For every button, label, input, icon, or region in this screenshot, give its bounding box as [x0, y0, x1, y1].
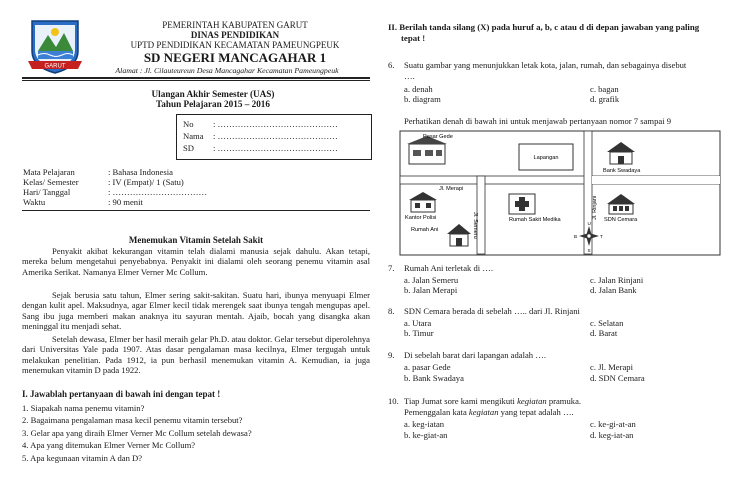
q9-option-b[interactable]: b. Bank Swadaya — [404, 373, 464, 383]
info-value[interactable]: : …………………………… — [108, 187, 208, 197]
exam-title: Ulangan Akhir Semester (UAS) — [151, 89, 275, 99]
map-label-semeru: Jl. Semeru — [472, 212, 478, 239]
q9-number: 9. — [388, 350, 395, 360]
essay-question-1: 1. Siapakah nama penemu vitamin? — [22, 403, 145, 413]
q10-option-a[interactable]: a. keg-iatan — [404, 419, 445, 429]
q6-option-c[interactable]: c. bagan — [590, 84, 619, 94]
id-field-no[interactable]: : …………………………………… — [213, 119, 338, 129]
q7-text: Rumah Ani terletak di …. — [404, 263, 494, 273]
info-value: : 90 menit — [108, 197, 143, 207]
essay-question-5: 5. Apa kegunaan vitamin A dan D? — [22, 453, 143, 463]
reading-paragraph-3: Setelah dewasa, Elmer ber hasil meraih gelar Ph.D. atau doktor. Gelar tersebut diperolehnya dari Universitas Yale pada 1907. Atas dasar pengalaman masa kecilnya, Elmer tergugah untuk melakukan penelitian. Pada 1912, ia pun berhasil menemukan vitamin A. Kemudian, ia juga menemukan vitamin D pada 1922. — [22, 334, 370, 376]
essay-question-3: 3. Gelar apa yang diraih Elmer Verner Mc Collum setelah dewasa? — [22, 428, 252, 438]
q7-number: 7. — [388, 263, 395, 273]
essay-question-4: 4. Apa yang ditemukan Elmer Verner Mc Collum? — [22, 440, 196, 450]
q6-text: Suatu gambar yang menunjukkan letak kota, jalan, rumah, dan sebagainya disebut — [404, 60, 687, 70]
map-label-rumah-ani: Rumah Ani — [411, 227, 439, 233]
q8-option-a[interactable]: a. Utara — [404, 318, 432, 328]
svg-text:T: T — [600, 234, 603, 239]
header-divider — [22, 77, 370, 81]
q9-text: Di sebelah barat dari lapangan adalah …. — [404, 350, 546, 360]
map-label-rs: Rumah Sakit Medika — [509, 217, 561, 223]
id-field-sd[interactable]: : …………………………………… — [213, 143, 338, 153]
q8-number: 8. — [388, 306, 395, 316]
q8-option-b[interactable]: b. Timur — [404, 328, 434, 338]
id-field-name[interactable]: : …………………………………… — [213, 131, 338, 141]
q10-number: 10. — [388, 396, 399, 406]
map-label-lapangan: Lapangan — [533, 155, 559, 161]
q7-option-c[interactable]: c. Jalan Rinjani — [590, 275, 644, 285]
q8-option-d[interactable]: d. Barat — [590, 328, 618, 338]
section2-title: II. Berilah tanda silang (X) pada huruf a, b, c atau d di depan jawaban yang paling — [388, 22, 700, 32]
reading-title: Menemukan Vitamin Setelah Sakit — [128, 235, 264, 245]
q7-option-a[interactable]: a. Jalan Semeru — [404, 275, 459, 285]
map-label-bank: Bank Swadaya — [603, 168, 641, 174]
svg-text:B: B — [574, 234, 578, 239]
hospital-building — [509, 194, 535, 214]
q10-option-b[interactable]: b. ke-giat-an — [404, 430, 448, 440]
essay-question-2: 2. Bagaimana pengalaman masa kecil penemu vitamin tersebut? — [22, 415, 243, 425]
exam-year: Tahun Pelajaran 2015 – 2016 — [155, 99, 270, 109]
q9-option-a[interactable]: a. pasar Gede — [404, 362, 451, 372]
student-id-box — [176, 114, 372, 160]
svg-text:U: U — [587, 221, 591, 226]
regency-logo — [26, 17, 84, 77]
area-map — [399, 130, 721, 256]
q10-option-d[interactable]: d. keg-iat-an — [590, 430, 634, 440]
school-name: SD NEGERI MANCAGAHAR 1 — [143, 50, 327, 65]
q10-option-c[interactable]: c. ke-gi-at-an — [590, 419, 636, 429]
map-label-merapi: Jl. Merapi — [439, 186, 464, 192]
logo-banner-text: GARUT — [44, 63, 66, 70]
q6-dots: …. — [404, 71, 415, 81]
reading-paragraph-2: Sejak berusia satu tahun, Elmer sering sakit-sakitan. Suatu hari, ibunya menyuapi Elmer dengan kulit apel. Maksudnya, agar Elmer kecil tidak merengek saat ibunya tengah mengupas apel. Sang ibu juga memberi makan anaknya itu sayuran mentah. Ajaib, bocah yang disangka akan meninggal itu menjadi sehat. — [22, 290, 370, 332]
map-intro: Perhatikan denah di bawah ini untuk menjawab pertanyaan nomor 7 sampai 9 — [404, 116, 672, 126]
map-label-rinjani: Jl. Rinjani — [592, 195, 598, 220]
info-label: Waktu — [23, 197, 46, 207]
id-label-no: No — [183, 119, 194, 129]
info-divider — [22, 210, 370, 211]
header-line2: DINAS PENDIDIKAN — [190, 30, 280, 40]
q10-text-line2: Pemenggalan kata kegiatan yang tepat adalah …. — [404, 407, 574, 417]
q9-option-c[interactable]: c. Jl. Merapi — [590, 362, 633, 372]
map-label-pasar: Pasar Gede — [423, 134, 453, 140]
q7-option-d[interactable]: d. Jalan Bank — [590, 285, 637, 295]
q8-text: SDN Cemara berada di sebelah ….. dari Jl. Rinjani — [404, 306, 580, 316]
id-label-sd: SD — [183, 143, 194, 153]
reading-paragraph-1: Penyakit akibat kekurangan vitamin telah dialami manusia sejak dahulu. Akan tetapi, mereka belum mengetahui penyebabnya. Penyakit ini dialami oleh seorang penemu vitamin asal Amerika Serikat. Namanya Elmer Verner Mc Collum. — [22, 246, 370, 277]
section2-title-cont: tepat ! — [401, 33, 426, 43]
section1-title: I. Jawablah pertanyaan di bawah ini dengan tepat ! — [22, 389, 221, 399]
q6-option-b[interactable]: b. diagram — [404, 94, 441, 104]
q6-option-a[interactable]: a. denah — [404, 84, 433, 94]
q7-option-b[interactable]: b. Jalan Merapi — [404, 285, 458, 295]
q9-option-d[interactable]: d. SDN Cemara — [590, 373, 645, 383]
info-value: : Bahasa Indonesia — [108, 167, 173, 177]
q8-option-c[interactable]: c. Selatan — [590, 318, 624, 328]
map-label-sdn: SDN Cemara — [604, 217, 638, 223]
q6-option-d[interactable]: d. grafik — [590, 94, 620, 104]
id-label-name: Nama — [183, 131, 204, 141]
header-line1: PEMERINTAH KABUPATEN GARUT — [162, 20, 308, 30]
header-line3: UPTD PENDIDIKAN KECAMATAN PAMEUNGPEUK — [130, 40, 340, 50]
map-label-polisi: Kantor Polisi — [405, 215, 437, 221]
q10-text-line1: Tiap Jumat sore kami mengikuti kegiatan pramuka. — [404, 396, 582, 406]
info-label: Kelas/ Semester — [23, 177, 79, 187]
q6-number: 6. — [388, 60, 395, 70]
info-label: Hari/ Tanggal — [23, 187, 71, 197]
svg-text:S: S — [587, 248, 591, 253]
school-address: Alamat : Jl. Cilauteureun Desa Mancagahar Kecamatan Pameungpeuk — [115, 66, 339, 75]
info-value: : IV (Empat)/ 1 (Satu) — [108, 177, 184, 187]
info-label: Mata Pelajaran — [23, 167, 75, 177]
